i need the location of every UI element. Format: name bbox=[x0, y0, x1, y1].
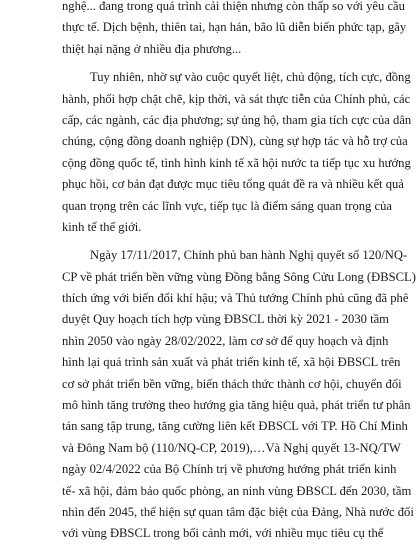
text-line: nhìn đến 2045, thể hiện sự quan tâm đặc biệt của Đảng, Nhà nước đối bbox=[62, 504, 414, 519]
text-line: hành, phối hợp chặt chẽ, kịp thời, và sát thực tiễn của Chính phủ, các bbox=[62, 91, 411, 106]
paragraph-3 bbox=[62, 245, 416, 544]
text-line: và Đông Nam bộ (110/NQ-CP, 2019),…Và Nghị quyết 13-NQ/TW bbox=[62, 440, 401, 455]
paragraph-2 bbox=[62, 67, 412, 238]
text-line: CP về phát triển bền vững vùng Đồng bằng Sông Cửu Long (ĐBSCL) bbox=[62, 269, 416, 284]
text-line: thực tế. Dịch bệnh, thiên tai, hạn hán, bão lũ diễn biến phức tạp, gây bbox=[62, 20, 407, 35]
text-line: phục hồi, cơ bản đạt được mục tiêu tổng quát đề ra và nhiều kết quả bbox=[62, 177, 404, 192]
text-line: Ngày 17/11/2017, Chính phủ ban hành Nghị quyết số 120/NQ- bbox=[90, 248, 408, 263]
text-line: Tuy nhiên, nhờ sự vào cuộc quyết liệt, chủ động, tích cực, đồng bbox=[90, 70, 411, 85]
text-column bbox=[62, 0, 416, 545]
text-line: cấp, các ngành, các địa phương; sự ủng hộ, tham gia tích cực của dân bbox=[62, 112, 412, 127]
text-line: quan trọng trên các lĩnh vực, tiếp tục là điểm sáng quan trọng của bbox=[62, 198, 392, 213]
text-line: thích ứng với biến đổi khí hậu; và Thủ tướng Chính phủ cũng đã phê bbox=[62, 291, 409, 306]
text-line: nhìn 2050 vào ngày 28/02/2022, làm cơ sở để quy hoạch và định bbox=[62, 333, 389, 348]
paragraph-spacer bbox=[62, 238, 364, 245]
text-line: hình lại quá trình sản xuất và phát triển kinh tế, xã hội ĐBSCL trên bbox=[62, 355, 401, 370]
text-line: chúng, cộng đồng doanh nghiệp (DN), cùng sự hợp tác và hỗ trợ của bbox=[62, 134, 408, 149]
text-line: thiệt hại nặng ở nhiều địa phương... bbox=[62, 41, 242, 56]
text-line: tán sang tập trung, tăng cường liên kết ĐBSCL với TP. Hồ Chí Minh bbox=[62, 419, 408, 434]
text-line: nghệ... đang trong quá trình cải thiện nhưng còn thấp so với yêu cầu bbox=[62, 0, 405, 13]
text-line: với vùng ĐBSCL trong bối cảnh mới, với nhiều mục tiêu cụ thể bbox=[62, 526, 384, 541]
text-line: tế- xã hội, đảm bảo quốc phòng, an ninh vùng ĐBSCL đến 2030, tầm bbox=[62, 483, 412, 498]
text-line: kinh tế thế giới. bbox=[62, 219, 142, 234]
text-line: cơ sở phát triển bền vững, biến thách thức thành cơ hội, chuyển đổi bbox=[62, 376, 402, 391]
text-line: duyệt Quy hoạch tích hợp vùng ĐBSCL thời kỳ 2021 - 2030 tầm bbox=[62, 312, 389, 327]
text-line: cộng đồng quốc tế, tình hình kinh tế xã hội nước ta tiếp tục xu hướng bbox=[62, 155, 411, 170]
text-line: ngày 02/4/2022 của Bộ Chính trị về phương hướng phát triển kinh bbox=[62, 462, 397, 477]
text-line: mô hình tăng trưởng theo hướng gia tăng hiệu quả, phát triển tư phân bbox=[62, 398, 411, 413]
paragraph-spacer bbox=[62, 60, 364, 67]
paragraph-1 bbox=[62, 0, 407, 60]
